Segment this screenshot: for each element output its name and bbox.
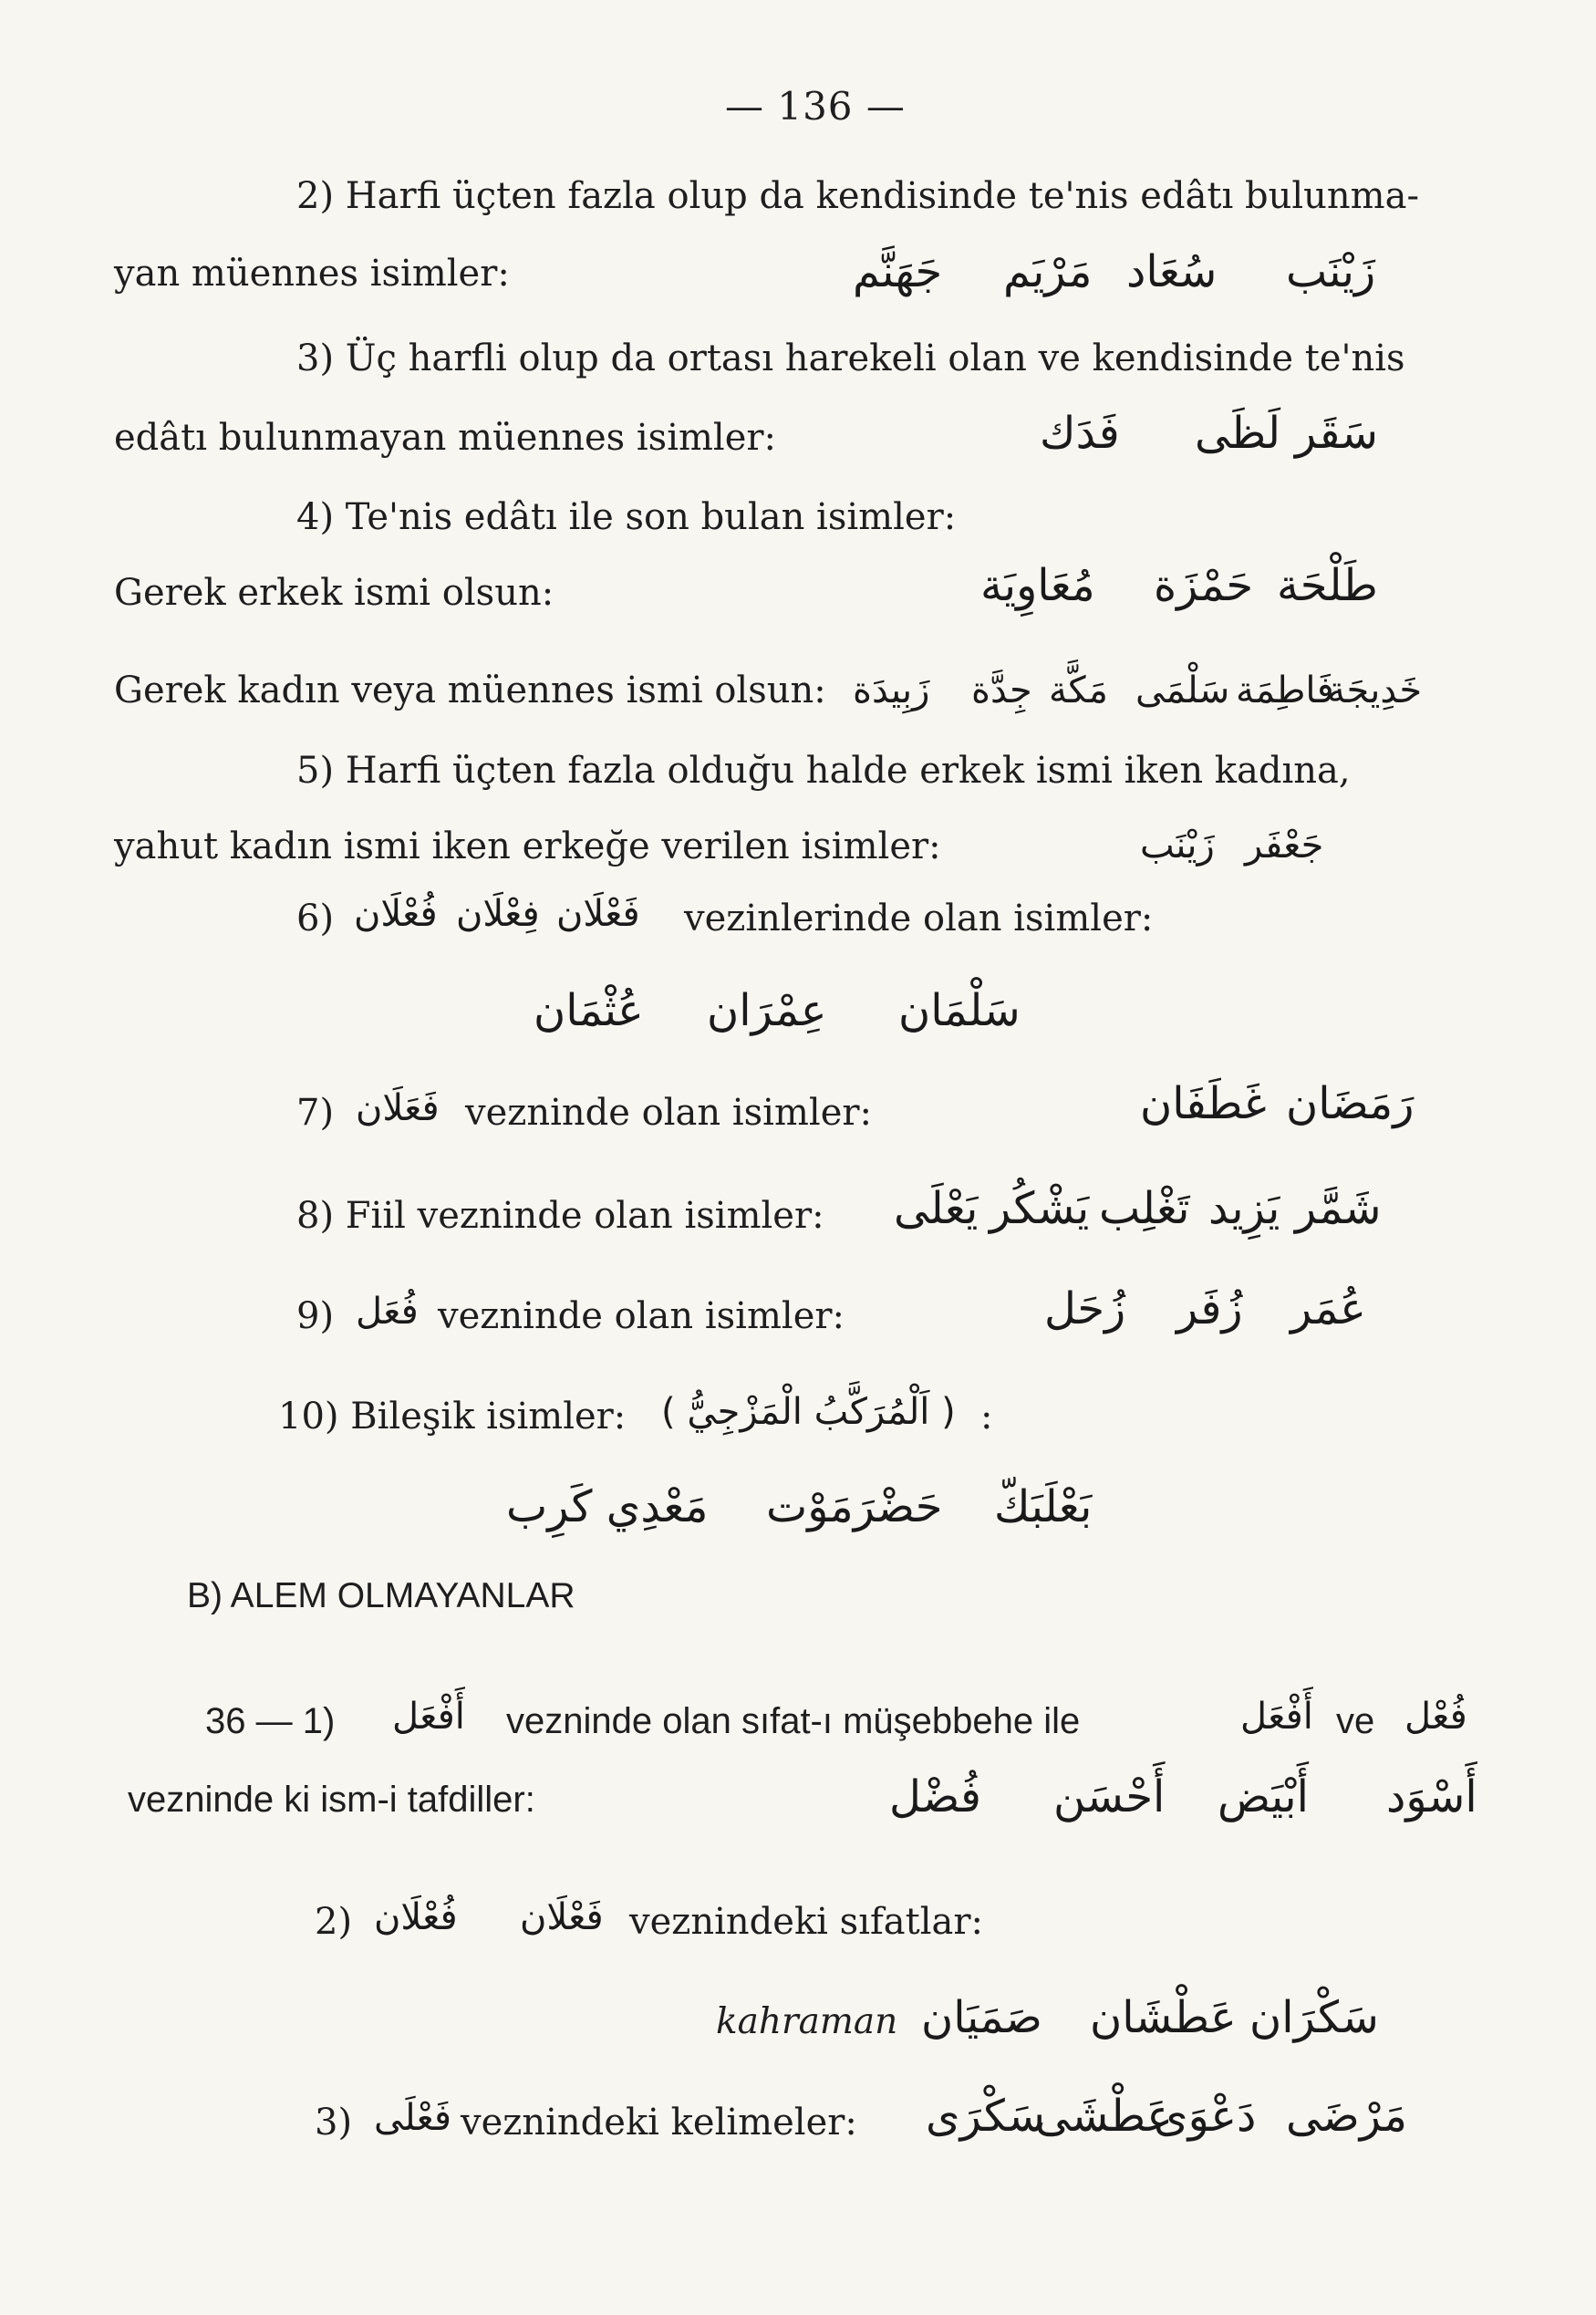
- s3-line1: 3) Üç harfli olup da ortası harekeli olan ve kendisinde te'nis: [296, 337, 1405, 379]
- s8-arabic-3: تَغْلِب: [1099, 1183, 1190, 1234]
- s5-arabic-2: زَيْنَب: [1140, 825, 1215, 867]
- s36-2-arabic-1: سَكْرَان: [1249, 1992, 1379, 2043]
- s36-ve: ve: [1336, 1701, 1375, 1741]
- s8-arabic-1: شَمَّر: [1295, 1183, 1382, 1234]
- s2-line1: 2) Harfi üçten fazla olup da kendisinde te'nis edâtı bulunma-: [296, 175, 1419, 217]
- s6-example-1: سَلْمَان: [898, 985, 1021, 1036]
- s10-colon: :: [980, 1396, 993, 1438]
- s9-text: vezninde olan isimler:: [438, 1295, 845, 1337]
- s36-2-text: veznindeki sıfatlar:: [629, 1901, 983, 1943]
- s2-arabic-4: جَهَنَّم: [853, 246, 943, 297]
- s36-3-text: veznindeki kelimeler:: [461, 2102, 857, 2144]
- s2-arabic-2: سُعَاد: [1126, 246, 1218, 297]
- s7-num: 7): [296, 1092, 335, 1134]
- s36-arabic-3: أَحْسَن: [1053, 1771, 1166, 1822]
- s36-pattern-3: فُعْل: [1404, 1696, 1467, 1738]
- s4-male-label: Gerek erkek ismi olsun:: [114, 572, 554, 614]
- s5-line1: 5) Harfi üçten fazla olduğu halde erkek ismi iken kadına,: [296, 750, 1351, 792]
- s9-pattern: فُعَل: [356, 1291, 419, 1333]
- s10-example-3: مَعْدِي كَرِب: [506, 1481, 709, 1532]
- s6-text: vezinlerinde olan isimler:: [684, 898, 1154, 939]
- page-number: — 136 —: [725, 84, 906, 129]
- s4-female-arabic-6: زَبِيدَة: [853, 670, 930, 711]
- s6-pattern-2: فِعْلَان: [456, 893, 540, 935]
- s3-arabic-2: لَظَى: [1195, 408, 1281, 459]
- s4-female-arabic-2: فَاطِمَة: [1236, 670, 1334, 711]
- s10-example-2: حَضْرَمَوْت: [766, 1481, 943, 1532]
- s8-arabic-4: يَشْكُر: [990, 1183, 1090, 1234]
- s6-pattern-3: فَعْلَان: [556, 893, 640, 935]
- s8-arabic-5: يَعْلَى: [894, 1183, 979, 1234]
- s36-3-arabic-4: سَكْرَى: [926, 2091, 1045, 2142]
- s2-line2: yan müennes isimler:: [114, 253, 510, 295]
- s5-line2: yahut kadın ismi iken erkeğe verilen isimler:: [114, 825, 941, 867]
- s4-female-arabic-1: خَدِيجَة: [1327, 670, 1423, 711]
- s36-pattern-2: أَفْعَل: [1240, 1696, 1313, 1738]
- s4-female-arabic-4: مَكَّة: [1049, 670, 1108, 711]
- s3-arabic-3: فَدَك: [1040, 408, 1120, 459]
- s6-example-2: عِمْرَان: [707, 985, 827, 1036]
- s36-arabic-4: فُضْل: [889, 1771, 981, 1822]
- heading-b: B) ALEM OLMAYANLAR: [187, 1576, 575, 1615]
- s6-example-3: عُثْمَان: [534, 985, 644, 1036]
- s36-arabic-1: أَسْوَد: [1386, 1771, 1477, 1822]
- s36-3-arabic-1: مَرْضَى: [1286, 2091, 1407, 2142]
- s4-male-arabic-1: طَلْحَة: [1277, 560, 1378, 611]
- s36-arabic-2: أَبْيَض: [1218, 1771, 1309, 1822]
- s3-line2: edâtı bulunmayan müennes isimler:: [114, 417, 776, 459]
- s8-text: 8) Fiil vezninde olan isimler:: [296, 1195, 824, 1237]
- s4-male-arabic-2: حَمْزَة: [1154, 560, 1254, 611]
- s6-pattern-1: فُعْلَان: [354, 893, 438, 935]
- s4-female-arabic-3: سَلْمَى: [1135, 670, 1230, 711]
- s36-line2: vezninde ki ism-i tafdiller:: [128, 1780, 535, 1820]
- s36-2-arabic-2: عَطْشَان: [1090, 1992, 1237, 2043]
- s2-arabic-1: زَيْنَب: [1286, 246, 1376, 297]
- s36-text-1: vezninde olan sıfat-ı müşebbehe ile: [506, 1701, 1081, 1741]
- s36-3-num: 3): [315, 2102, 353, 2144]
- s9-arabic-1: عُمَر: [1290, 1283, 1366, 1334]
- s36-3-arabic-2: دَعْوَى: [1154, 2091, 1257, 2142]
- s4-line1: 4) Te'nis edâtı ile son bulan isimler:: [296, 496, 957, 538]
- s8-arabic-2: يَزِيد: [1208, 1183, 1280, 1234]
- s36-2-arabic-3: صَمَيَان: [921, 1992, 1042, 2043]
- s10-paren: ( اَلْمُرَكَّبُ الْمَزْجِيُّ ): [661, 1391, 956, 1433]
- s9-arabic-3: زُحَل: [1044, 1283, 1126, 1334]
- s36-prefix: 36 — 1): [205, 1701, 336, 1741]
- s4-female-label: Gerek kadın veya müennes ismi olsun:: [114, 670, 826, 711]
- s7-pattern: فَعَلَان: [356, 1087, 440, 1129]
- s7-text: vezninde olan isimler:: [465, 1092, 872, 1134]
- s9-arabic-2: زُفَر: [1176, 1283, 1243, 1334]
- s7-arabic-2: غَطَفَان: [1140, 1078, 1267, 1129]
- s5-arabic-1: جَعْفَر: [1245, 825, 1324, 867]
- s36-3-arabic-3: عَطْشَى: [1035, 2091, 1173, 2142]
- s36-2-italic: kahraman: [716, 2001, 898, 2042]
- s36-2-pattern-2: فَعْلَان: [520, 1896, 604, 1938]
- s4-male-arabic-3: مُعَاوِيَة: [980, 560, 1095, 611]
- s6-num: 6): [296, 898, 335, 939]
- s36-2-pattern-1: فُعْلَان: [374, 1896, 458, 1938]
- s10-example-1: بَعْلَبَكّ: [994, 1481, 1093, 1532]
- s9-num: 9): [296, 1295, 335, 1337]
- s36-3-pattern: فَعْلَى: [374, 2097, 451, 2139]
- s7-arabic-1: رَمَضَان: [1286, 1078, 1415, 1129]
- s36-pattern-1: أَفْعَل: [392, 1696, 465, 1738]
- s3-arabic-1: سَقَر: [1295, 408, 1378, 459]
- s10-text: 10) Bileşik isimler:: [278, 1396, 627, 1438]
- s36-2-num: 2): [315, 1901, 353, 1943]
- s4-female-arabic-5: جِدَّة: [971, 670, 1032, 711]
- s2-arabic-3: مَرْيَم: [1003, 246, 1093, 297]
